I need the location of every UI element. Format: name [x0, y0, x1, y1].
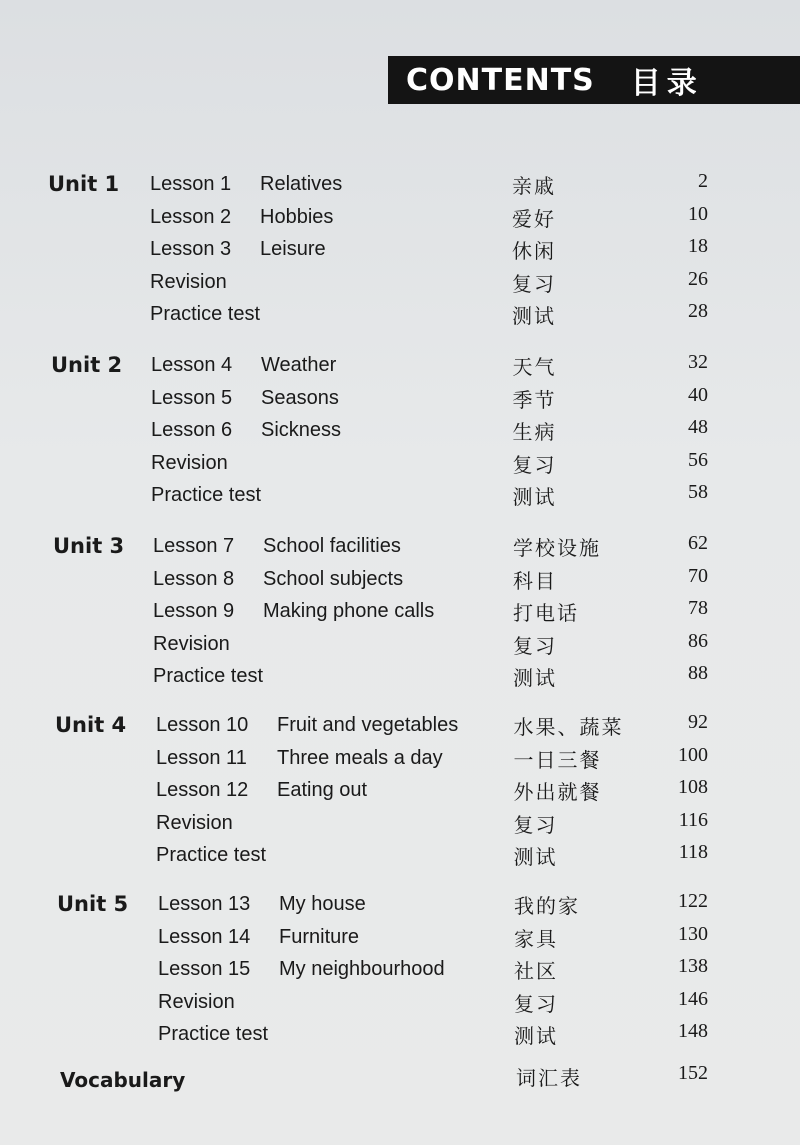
lesson-zh: 外出就餐	[513, 780, 602, 804]
toc-row[interactable]	[0, 564, 800, 597]
lesson-zh: 复习	[513, 812, 558, 837]
toc-row[interactable]	[0, 1022, 800, 1052]
toc-row[interactable]	[0, 237, 800, 267]
page-number: 108	[678, 776, 708, 798]
toc-row[interactable]	[0, 599, 800, 629]
toc-row[interactable]	[0, 418, 800, 448]
lesson-label: Lesson 4	[151, 354, 233, 376]
toc-row[interactable]	[0, 483, 800, 513]
lesson-label: Practice test	[156, 844, 267, 866]
lesson-zh: 社区	[514, 959, 558, 983]
lesson-zh: 天气	[512, 355, 557, 379]
lesson-topic: My neighbourhood	[279, 958, 445, 980]
toc-row[interactable]	[0, 843, 800, 873]
vocabulary-row[interactable]	[0, 1060, 800, 1090]
page-number: 88	[688, 662, 708, 684]
toc-row[interactable]	[0, 267, 800, 300]
toc-row[interactable]	[0, 957, 800, 987]
lesson-label: Lesson 5	[151, 386, 233, 409]
lesson-topic: School facilities	[263, 535, 401, 557]
unit-label: Unit 1	[48, 172, 120, 196]
page-number: 26	[688, 267, 708, 290]
lesson-label: Revision	[153, 632, 230, 655]
page-number: 18	[688, 235, 708, 257]
lesson-zh: 测试	[514, 1024, 558, 1048]
lesson-label: Lesson 9	[153, 600, 235, 622]
toc-row[interactable]	[0, 892, 800, 922]
contents-title-bar	[388, 56, 800, 104]
lesson-zh: 打电话	[513, 601, 579, 625]
toc-row[interactable]	[0, 302, 800, 332]
lesson-topic: My house	[279, 893, 366, 915]
lesson-zh: 季节	[512, 387, 557, 412]
lesson-topic: Hobbies	[260, 205, 334, 228]
toc-row[interactable]	[0, 353, 800, 383]
unit-label: Unit 5	[57, 892, 129, 916]
lesson-zh: 复习	[512, 271, 556, 296]
lesson-label: Revision	[158, 990, 235, 1013]
lesson-topic: Three meals a day	[277, 746, 443, 769]
page-number: 92	[688, 711, 708, 733]
page-number: 28	[688, 300, 708, 322]
page-number: 78	[688, 597, 708, 619]
lesson-zh: 水果、蔬菜	[513, 715, 624, 739]
contents-title-zh: 目录	[630, 66, 703, 101]
page-number: 86	[688, 629, 708, 652]
lesson-label: Revision	[156, 811, 233, 834]
page-number: 56	[688, 448, 708, 471]
lesson-label: Lesson 2	[150, 205, 232, 228]
page-number: 2	[698, 170, 708, 192]
lesson-topic: Furniture	[279, 925, 360, 948]
page-number: 10	[688, 202, 708, 225]
lesson-label: Practice test	[151, 484, 262, 506]
lesson-zh: 学校设施	[513, 536, 601, 560]
page-number: 48	[688, 416, 708, 438]
toc-row[interactable]	[0, 664, 800, 694]
lesson-topic: Leisure	[260, 238, 326, 260]
page-number: 58	[688, 481, 708, 503]
unit-label: Unit 3	[53, 534, 125, 558]
lesson-zh: 生病	[512, 420, 557, 444]
vocabulary-page: 152	[678, 1062, 708, 1084]
lesson-zh: 复习	[514, 991, 558, 1016]
toc-row[interactable]	[0, 534, 800, 564]
contents-title-en: CONTENTS	[406, 62, 595, 98]
unit-label: Unit 4	[55, 713, 127, 737]
page-number: 122	[678, 890, 708, 912]
lesson-topic: Fruit and vegetables	[277, 714, 459, 736]
lesson-topic: Eating out	[277, 779, 368, 801]
lesson-zh: 复习	[513, 633, 557, 658]
toc-row[interactable]	[0, 448, 800, 481]
lesson-zh: 科目	[513, 568, 557, 593]
lesson-label: Practice test	[150, 303, 261, 325]
toc-row[interactable]	[0, 713, 800, 743]
toc-row[interactable]	[0, 987, 800, 1020]
lesson-label: Lesson 8	[153, 567, 235, 590]
lesson-label: Lesson 3	[150, 238, 232, 260]
lesson-topic: Making phone calls	[263, 600, 435, 622]
toc-row[interactable]	[0, 922, 800, 955]
toc-row[interactable]	[0, 202, 800, 235]
lesson-label: Lesson 12	[156, 779, 249, 801]
page-number: 116	[678, 808, 708, 831]
lesson-label: Lesson 6	[151, 419, 233, 441]
lesson-zh: 测试	[512, 485, 557, 509]
lesson-zh: 爱好	[512, 206, 556, 231]
page-number: 148	[678, 1020, 708, 1042]
page-number: 62	[688, 532, 708, 554]
lesson-label: Revision	[150, 270, 227, 293]
lesson-label: Lesson 14	[158, 925, 251, 948]
lesson-zh: 复习	[512, 452, 557, 477]
page-number: 70	[688, 564, 708, 587]
page-number: 118	[678, 841, 708, 863]
toc-row[interactable]	[0, 172, 800, 202]
lesson-zh: 亲戚	[512, 174, 556, 198]
page-number: 130	[678, 922, 708, 945]
vocabulary-label: Vocabulary	[60, 1068, 186, 1092]
lesson-zh: 我的家	[514, 894, 580, 918]
lesson-topic: Weather	[261, 354, 337, 376]
lesson-label: Lesson 7	[153, 535, 235, 557]
page-number: 100	[678, 743, 708, 766]
lesson-topic: Sickness	[261, 419, 342, 441]
lesson-zh: 测试	[513, 845, 558, 869]
lesson-zh: 测试	[512, 304, 556, 328]
toc-row[interactable]	[0, 778, 800, 808]
lesson-label: Lesson 13	[158, 893, 251, 915]
toc-row[interactable]	[0, 629, 800, 662]
vocabulary-zh: 词汇表	[516, 1066, 582, 1090]
lesson-zh: 测试	[513, 666, 557, 690]
unit-label: Unit 2	[51, 353, 123, 377]
lesson-zh: 家具	[514, 926, 558, 951]
lesson-label: Revision	[151, 451, 228, 474]
page-number: 146	[678, 987, 708, 1010]
lesson-label: Lesson 11	[156, 746, 247, 769]
lesson-zh: 休闲	[512, 239, 556, 263]
lesson-topic: School subjects	[263, 567, 404, 590]
lesson-topic: Relatives	[260, 173, 343, 195]
lesson-topic: Seasons	[261, 386, 339, 409]
lesson-label: Lesson 10	[156, 714, 249, 736]
page-number: 138	[678, 955, 708, 977]
page-number: 32	[688, 351, 708, 373]
lesson-label: Practice test	[158, 1023, 269, 1045]
lesson-label: Lesson 1	[150, 173, 232, 195]
toc-row[interactable]	[0, 383, 800, 416]
lesson-zh: 一日三餐	[513, 747, 602, 772]
toc-row[interactable]	[0, 743, 800, 776]
lesson-label: Practice test	[153, 665, 264, 687]
page-number: 40	[688, 383, 708, 406]
toc-row[interactable]	[0, 808, 800, 841]
lesson-label: Lesson 15	[158, 958, 251, 980]
